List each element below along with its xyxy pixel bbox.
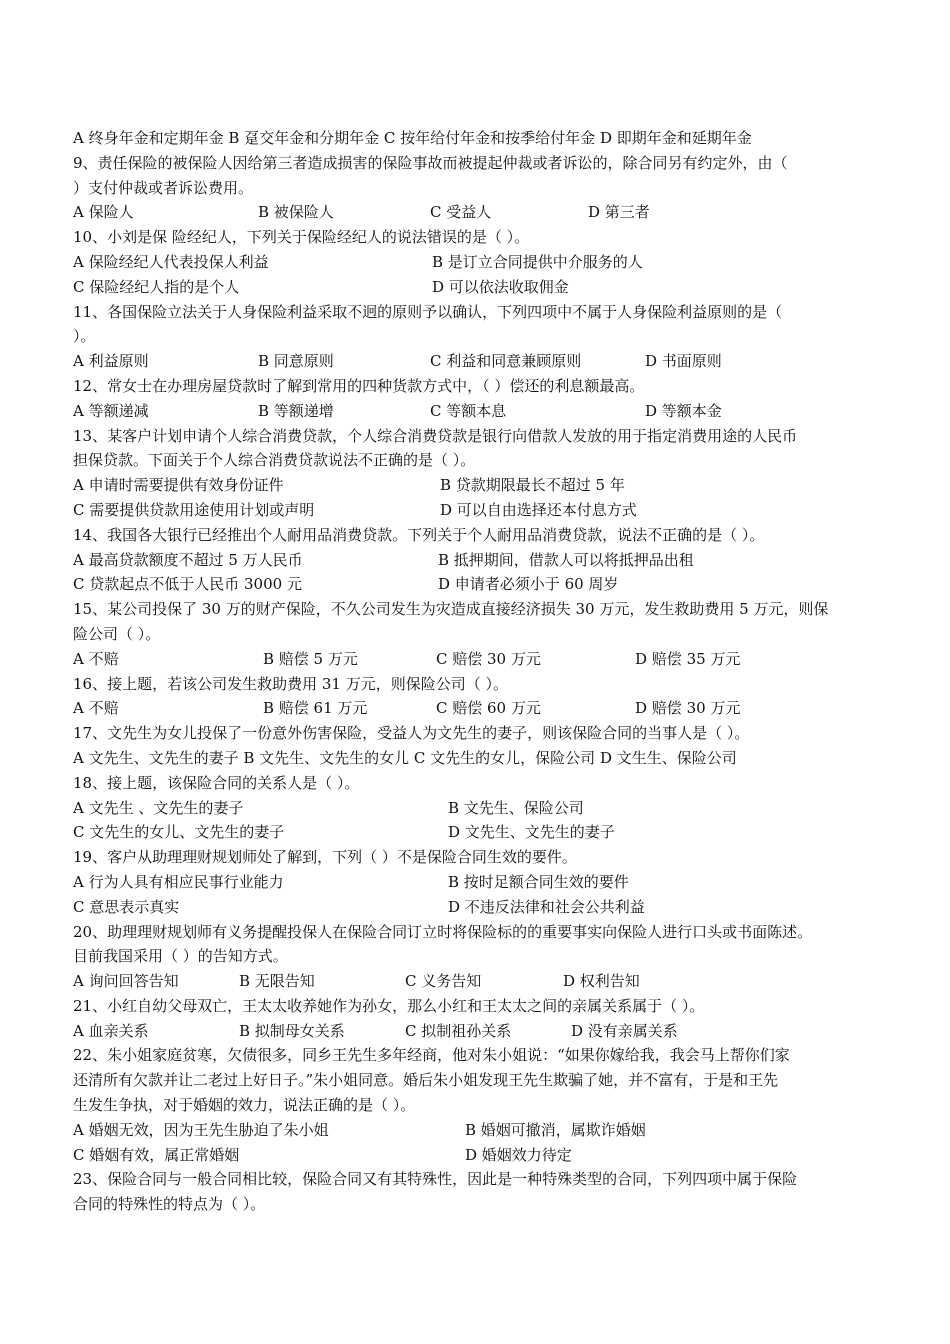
- answer-options-row: [73, 895, 903, 920]
- answer-options-row: [73, 820, 903, 845]
- answer-option: B 被保险人: [258, 203, 334, 222]
- answer-option: C 拟制祖孙关系: [405, 1021, 512, 1040]
- answer-option: B 赔偿 5 万元: [263, 649, 358, 668]
- answer-option: A 询问回答告知: [73, 972, 179, 991]
- answer-option: C 贷款起点不低于人民币 3000 元: [73, 575, 302, 594]
- answer-options-row: [73, 572, 903, 597]
- answer-option: A 不赔: [73, 699, 119, 718]
- text-line: 11、各国保险立法关于人身保险利益采取不迥的原则予以确认，下列四项中不属于人身保险利益原则的是（: [73, 302, 783, 321]
- answer-option: B 婚姻可撤消，属欺诈婚姻: [465, 1120, 646, 1139]
- answer-options-row: [73, 498, 903, 523]
- answer-options-row: [73, 399, 903, 424]
- text-line: 担保贷款。下面关于个人综合消费贷款说法不正确的是（ ）。: [73, 451, 476, 470]
- answer-options-row: [73, 200, 903, 225]
- text-line: 23、保险合同与一般合同相比较，保险合同又有其特殊性，因此是一种特殊类型的合同，下列四项中属于保险: [73, 1170, 798, 1189]
- answer-options-row: [73, 548, 903, 573]
- text-line: ）支付仲裁或者诉讼费用。: [73, 178, 254, 197]
- text-line: 还清所有欠款并让二老过上好日子。”朱小姐同意。婚后朱小姐发现王先生欺骗了她，并不富有，于是和王先: [73, 1071, 779, 1090]
- answer-option: D 赔偿 30 万元: [635, 699, 741, 718]
- text-line: 12、常女士在办理房屋贷款时了解到常用的四种货款方式中，（ ）偿还的利息额最高。: [73, 376, 645, 395]
- answer-options-row: [73, 696, 903, 721]
- answer-option: C 文先生的女儿、文先生的妻子: [73, 823, 285, 842]
- answer-option: C 赔偿 30 万元: [436, 649, 541, 668]
- text-line: 20、助理理财规划师有义务提醒投保人在保险合同订立时将保险标的的重要事实向保险人进行口头或书面陈述。: [73, 922, 813, 941]
- answer-option: D 赔偿 35 万元: [635, 649, 741, 668]
- answer-option: C 婚姻有效，属正常婚姻: [73, 1145, 240, 1164]
- answer-option: C 等额本息: [430, 401, 507, 420]
- answer-option: C 赔偿 60 万元: [436, 699, 541, 718]
- answer-options-row: [73, 275, 903, 300]
- answer-option: A 婚姻无效，因为王先生胁迫了朱小姐: [73, 1120, 329, 1139]
- answer-option: D 权利告知: [563, 972, 640, 991]
- answer-option: B 赔偿 61 万元: [263, 699, 368, 718]
- answer-option: A 保险经纪人代表投保人利益: [73, 252, 269, 271]
- answer-option: A 保险人: [73, 203, 134, 222]
- answer-option: B 抵押期间，借款人可以将抵押品出租: [438, 550, 694, 569]
- answer-option: C 保险经纪人指的是个人: [73, 277, 240, 296]
- text-line: 合同的特殊性的特点为（ ）。: [73, 1195, 266, 1214]
- exam-question-text: [73, 126, 903, 1217]
- answer-option: D 书面原则: [645, 352, 722, 371]
- answer-option: A 行为人具有相应民事行业能力: [73, 872, 284, 891]
- text-line: 险公司（ ）。: [73, 624, 161, 643]
- answer-option: D 等额本金: [645, 401, 722, 420]
- answer-options-row: [73, 349, 903, 374]
- text-line: 18、接上题，该保险合同的关系人是（ ）。: [73, 773, 360, 792]
- answer-options-row: [73, 647, 903, 672]
- text-line: 16、接上题，若该公司发生救助费用 31 万元，则保险公司（ ）。: [73, 674, 508, 693]
- answer-option: D 第三者: [588, 203, 650, 222]
- answer-options-row: [73, 473, 903, 498]
- answer-option: B 无限告知: [239, 972, 315, 991]
- answer-option: C 意思表示真实: [73, 897, 180, 916]
- answer-option: A 文先生 、文先生的妻子: [73, 798, 244, 817]
- answer-option: C 利益和同意兼顾原则: [430, 352, 582, 371]
- answer-option: B 按时足额合同生效的要件: [448, 872, 629, 891]
- text-line: 21、小红自幼父母双亡，王太太收养她作为孙女，那么小红和王太太之间的亲属关系属于（ ）。: [73, 996, 705, 1015]
- answer-option: A 血亲关系: [73, 1021, 149, 1040]
- answer-options-row: [73, 1118, 903, 1143]
- text-line: 19、客户从助理理财规划师处了解到，下列（ ）不是保险合同生效的要件。: [73, 848, 577, 867]
- answer-option: B 等额递增: [258, 401, 334, 420]
- answer-option: C 受益人: [430, 203, 492, 222]
- text-line: ）。: [73, 327, 96, 346]
- answer-option: A 不赔: [73, 649, 119, 668]
- answer-option: D 婚姻效力待定: [465, 1145, 572, 1164]
- answer-options-row: [73, 969, 903, 994]
- answer-options-row: [73, 1143, 903, 1168]
- text-line: 生发生争执，对于婚姻的效力，说法正确的是（ ）。: [73, 1096, 416, 1115]
- text-line: 14、我国各大银行已经推出个人耐用品消费贷款。下列关于个人耐用品消费贷款，说法不正确的是（ ）。: [73, 525, 765, 544]
- text-line: 15、某公司投保了 30 万的财产保险，不久公司发生为灾造成直接经济损失 30 万元，发生救助费用 5 万元，则保: [73, 600, 829, 619]
- answer-option: D 没有亲属关系: [571, 1021, 678, 1040]
- answer-option: B 文先生、保险公司: [448, 798, 584, 817]
- text-line: A 终身年金和定期年金 B 趸交年金和分期年金 C 按年给付年金和按季给付年金 D 即期年金和延期年金: [73, 129, 752, 147]
- answer-option: D 不违反法律和社会公共利益: [448, 897, 645, 916]
- answer-option: A 申请时需要提供有效身份证件: [73, 476, 284, 495]
- text-line: 22、朱小姐家庭贫寒，欠债很多，同乡王先生多年经商，他对朱小姐说：“如果你嫁给我，我会马上帮你们家: [73, 1046, 790, 1065]
- answer-option: D 可以依法收取佣金: [432, 277, 569, 296]
- answer-option: C 需要提供贷款用途使用计划或声明: [73, 500, 315, 519]
- answer-option: B 贷款期限最长不超过 5 年: [440, 476, 625, 495]
- answer-option: A 等额递减: [73, 401, 149, 420]
- text-line: A 文先生、文先生的妻子 B 文先生、文先生的女儿 C 文先生的女儿，保险公司 D 文生生、保险公司: [73, 748, 737, 767]
- answer-option: B 是订立合同提供中介服务的人: [432, 252, 643, 271]
- answer-options-row: [73, 870, 903, 895]
- answer-option: D 申请者必须小于 60 周岁: [438, 575, 619, 594]
- answer-options-row: [73, 250, 903, 275]
- answer-options-row: [73, 796, 903, 821]
- text-line: 9、责任保险的被保险人因给第三者造成损害的保险事故而被提起仲裁或者诉讼的，除合同另有约定外，由（: [73, 153, 788, 172]
- answer-option: D 文先生、文先生的妻子: [448, 823, 615, 842]
- text-line: 10、小刘是保 险经纪人，下列关于保险经纪人的说法错误的是（ ）。: [73, 228, 530, 247]
- text-line: 目前我国采用（ ）的告知方式。: [73, 947, 288, 966]
- answer-option: B 拟制母女关系: [239, 1021, 345, 1040]
- answer-option: A 利益原则: [73, 352, 149, 371]
- text-line: 13、某客户计划申请个人综合消费贷款，个人综合消费贷款是银行向借款人发放的用于指定消费用途的人民币: [73, 426, 798, 445]
- answer-options-row: [73, 1019, 903, 1044]
- answer-option: A 最高贷款额度不超过 5 万人民币: [73, 550, 303, 569]
- answer-option: C 义务告知: [405, 972, 482, 991]
- answer-option: D 可以自由选择还本付息方式: [440, 500, 637, 519]
- text-line: 17、文先生为女儿投保了一份意外伤害保险，受益人为文先生的妻子，则该保险合同的当事人是（ ）。: [73, 724, 750, 743]
- answer-option: B 同意原则: [258, 352, 334, 371]
